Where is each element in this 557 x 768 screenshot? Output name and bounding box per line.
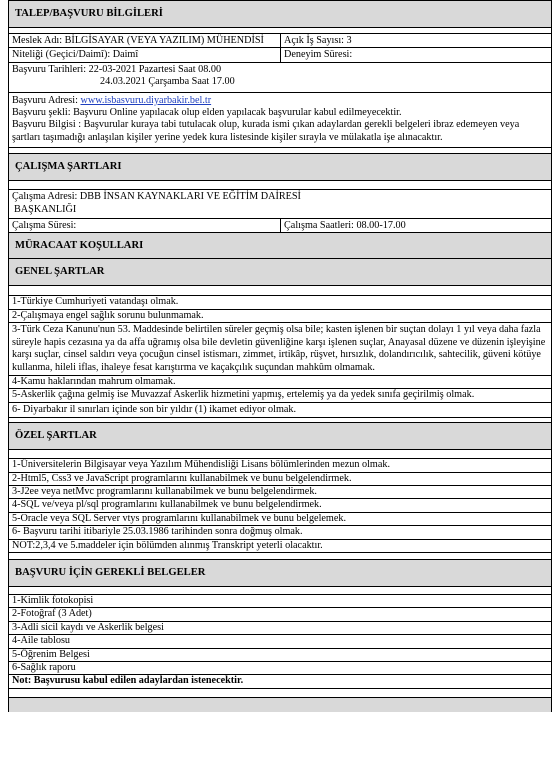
ozel-item: 5-Oracle veya SQL Server vtys programlarını kullanabilmek ve bunu belgelemek. bbox=[9, 513, 551, 526]
section-header-belgeler bbox=[9, 560, 551, 587]
deneyim-label: Deneyim Süresi: bbox=[284, 49, 353, 61]
section-header-ozel bbox=[9, 423, 551, 450]
section-title: ÖZEL ŞARTLAR bbox=[15, 429, 97, 441]
acik-is-cell bbox=[281, 34, 551, 47]
section-title: ÇALIŞMA ŞARTLARI bbox=[15, 161, 122, 173]
genel-item: 3-Türk Ceza Kanunu'nun 53. Maddesinde belirtilen süreler geçmiş olsa bile; kasten işlenen bir suçtan dolayı 1 yıl veya daha fazla süreyle hapis cezasına ya da affa uğramış olsa bile devletin güvenliğine karşı işlenen suçlar, Anayasal düzene ve düzenin işleyişine karşı suçlar, cinsel saldırı veya çocuğun cinsel istismarı, zimmet, irtikâp, rüşvet, hırsızlık, dolandırıcılık, sahtecilik, güveni kötüye kullanma, hileli iflas, ihaleye fesat karıştırma ve kaçakçılık suçundan mahkûm olmamak. bbox=[9, 323, 551, 376]
section-gap bbox=[9, 286, 551, 296]
basvuru-adresi-link[interactable]: www.isbasvuru.diyarbakir.bel.tr bbox=[80, 94, 212, 106]
niteligi-row bbox=[9, 48, 551, 62]
acik-is-value: 3 bbox=[346, 35, 352, 46]
meslek-cell bbox=[9, 34, 281, 47]
acik-is-label: Açık İş Sayısı: bbox=[284, 35, 344, 46]
niteligi-label: Niteliği (Geçici/Daimî): bbox=[12, 49, 111, 61]
tarih-label: Başvuru Tarihleri: bbox=[12, 63, 87, 75]
ozel-item: 1-Üniversitelerin Bilgisayar veya Yazılım Mühendisliği Lisans bölümlerinden mezun olmak. bbox=[9, 459, 551, 472]
belge-item: 6-Sağlık raporu bbox=[9, 662, 551, 675]
calisma-suresi-cell bbox=[9, 219, 281, 232]
meslek-value: BİLGİSAYAR (VEYA YAZILIM) MÜHENDİSİ bbox=[64, 35, 264, 46]
section-header-muracaat bbox=[9, 233, 551, 259]
niteligi-value: Daimî bbox=[112, 49, 139, 61]
genel-item: 5-Askerlik çağına gelmiş ise Muvazzaf Askerlik hizmetini yapmış, ertelemiş ya da yedek sınıfa geçirilmiş olmak. bbox=[9, 389, 551, 402]
tarih-end: 24.03.2021 Çarşamba Saat 17.00 bbox=[100, 76, 235, 88]
section-gap bbox=[9, 689, 551, 698]
tarih-start: 22-03-2021 Pazartesi Saat 08.00 bbox=[88, 63, 222, 75]
basvuru-sekli: Başvuru şekli: Başvuru Online yapılacak olup elden yapılacak başvurular kabul edilmeyecektir. bbox=[12, 107, 402, 119]
calisma-adresi-label: Çalışma Adresi: bbox=[12, 191, 78, 203]
calisma-suresi-label: Çalışma Süresi: bbox=[12, 220, 77, 232]
adres-block bbox=[9, 93, 551, 149]
section-gap bbox=[9, 450, 551, 459]
belge-item: 1-Kimlik fotokopisi bbox=[9, 595, 551, 608]
section-gap bbox=[9, 587, 551, 595]
section-title: BAŞVURU İÇİN GEREKLİ BELGELER bbox=[15, 566, 206, 578]
calisma-saatleri-value: 08.00-17.00 bbox=[356, 220, 406, 232]
job-posting-document bbox=[8, 0, 552, 712]
genel-item: 4-Kamu haklarından mahrum olmamak. bbox=[9, 376, 551, 389]
ozel-item: 3-J2ee veya netMvc programlarını kullanabilmek ve bunu belgelendirmek. bbox=[9, 486, 551, 499]
section-header-talep bbox=[9, 0, 551, 28]
ozel-item: 6- Başvuru tarihi itibariyle 25.03.1986 tarihinden sonra doğmuş olmak. bbox=[9, 526, 551, 539]
calisma-adresi-block bbox=[9, 190, 551, 219]
belgeler-note: Not: Başvurusu kabul edilen adaylardan istenecektir. bbox=[9, 675, 551, 688]
calisma-suresi-row bbox=[9, 219, 551, 233]
section-title: GENEL ŞARTLAR bbox=[15, 266, 105, 278]
section-gap bbox=[9, 553, 551, 560]
basvuru-bilgisi: Başvuru Bilgisi : Başvurular kuraya tabi tutulacak olup, kurada ismi çıkan adaylardan gerekli belgeleri ibraz edemeyen veya şartları taşımadığı anlaşılan kişiler yerine yedek kura listesinde kişiler sırayla ve mülakatla işe alınacaktır. bbox=[12, 119, 520, 143]
section-header-genel bbox=[9, 259, 551, 286]
genel-item: 2-Çalışmaya engel sağlık sorunu bulunmamak. bbox=[9, 310, 551, 323]
belge-item: 4-Aile tablosu bbox=[9, 635, 551, 648]
calisma-saatleri-label: Çalışma Saatleri: bbox=[284, 220, 354, 232]
calisma-adresi-value: DBB İNSAN KAYNAKLARI VE EĞİTİM DAİRESİ bbox=[79, 191, 301, 203]
ozel-note: NOT:2,3,4 ve 5.maddeler için bölümden alınmış Transkript yeterli olacaktır. bbox=[9, 540, 551, 553]
adres-label: Başvuru Adresi: bbox=[12, 94, 78, 106]
calisma-saatleri-cell bbox=[281, 219, 551, 232]
deneyim-cell bbox=[281, 48, 551, 61]
ozel-item: 4-SQL ve/veya pl/sql programlarını kullanabilmek ve bunu belgelendirmek. bbox=[9, 499, 551, 512]
meslek-label: Meslek Adı: bbox=[12, 35, 63, 46]
tarih-block bbox=[9, 63, 551, 93]
section-title: MÜRACAAT KOŞULLARI bbox=[15, 239, 144, 251]
section-header-next bbox=[9, 698, 551, 712]
section-gap bbox=[9, 181, 551, 190]
belge-item: 2-Fotoğraf (3 Adet) bbox=[9, 608, 551, 621]
section-title: TALEP/BAŞVURU BİLGİLERİ bbox=[15, 7, 163, 19]
calisma-adresi-value-2: BAŞKANLIĞI bbox=[14, 203, 77, 215]
niteligi-cell bbox=[9, 48, 281, 61]
section-header-calisma bbox=[9, 154, 551, 181]
genel-item: 1-Türkiye Cumhuriyeti vatandaşı olmak. bbox=[9, 296, 551, 309]
genel-item: 6- Diyarbakır il sınırları içinde son bir yıldır (1) ikamet ediyor olmak. bbox=[9, 403, 551, 418]
ozel-item: 2-Html5, Css3 ve JavaScript programlarını kullanabilmek ve bunu belgelendirmek. bbox=[9, 473, 551, 486]
belge-item: 5-Öğrenim Belgesi bbox=[9, 649, 551, 662]
belge-item: 3-Adli sicil kaydı ve Askerlik belgesi bbox=[9, 622, 551, 635]
meslek-row bbox=[9, 34, 551, 48]
